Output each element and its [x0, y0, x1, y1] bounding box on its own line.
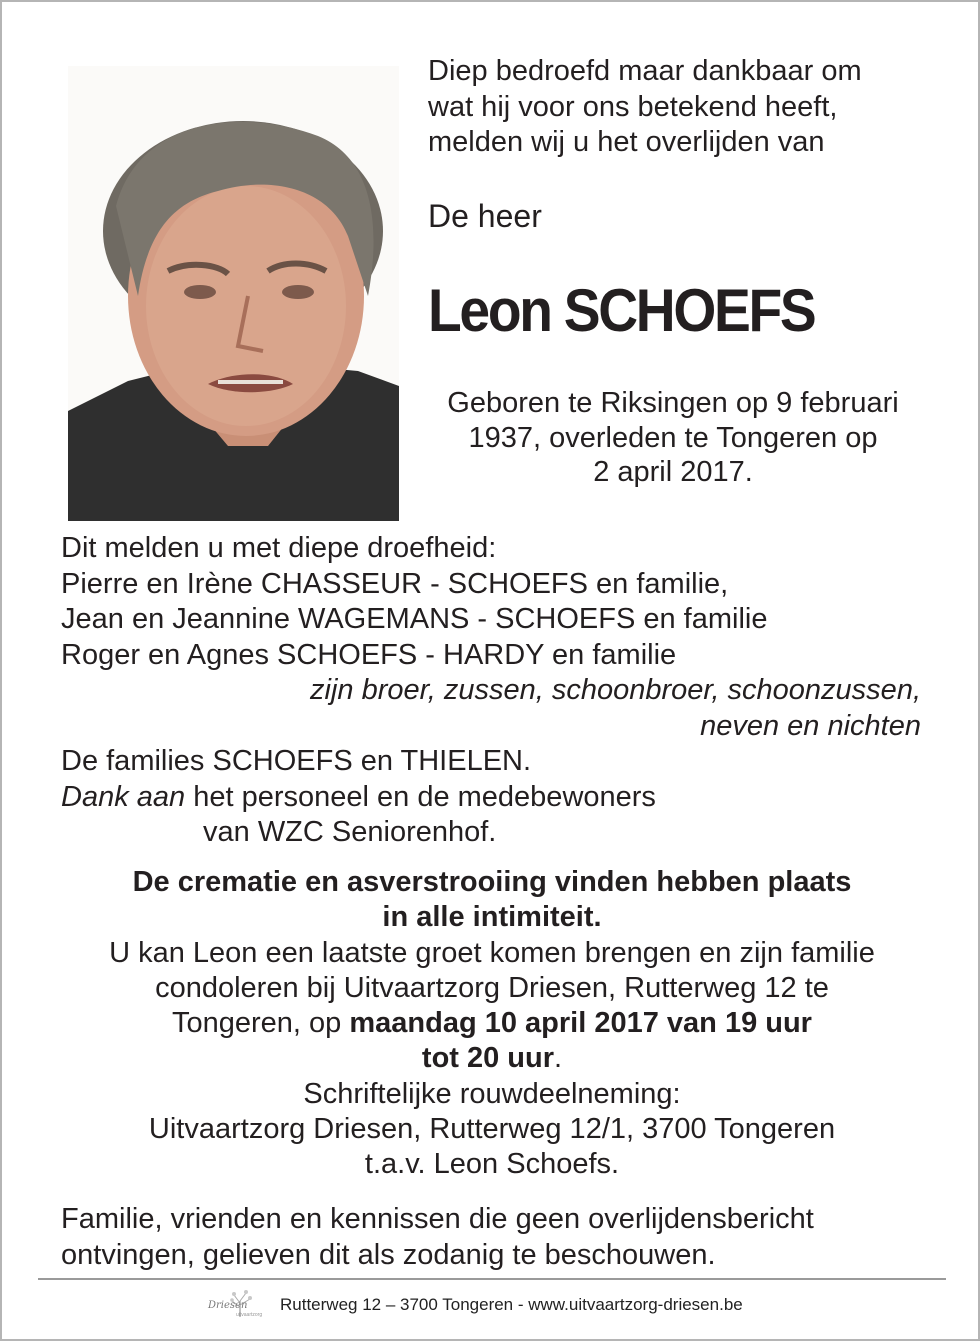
- closing-line: ontvingen, gelieven dit als zodanig te beschouwen.: [61, 1238, 716, 1271]
- intro-text: [428, 54, 948, 161]
- thanks-line-2: van WZC Seniorenhof.: [203, 816, 497, 848]
- visit-line: [42, 1041, 942, 1076]
- mourner-line: Roger en Agnes SCHOEFS - HARDY en familie: [61, 638, 677, 671]
- written-line: Uitvaartzorg Driesen, Rutterweg 12/1, 3700 Tongeren: [148, 1113, 836, 1146]
- birth-line: 2 april 2017.: [593, 456, 753, 488]
- birth-line: Geboren te Riksingen op 9 februari: [447, 387, 899, 419]
- mourners-section: [61, 531, 921, 851]
- logo-subtext: uitvaartzorg: [236, 1312, 263, 1318]
- written-line: Schriftelijke rouwdeelneming:: [303, 1077, 681, 1110]
- visit-line: U kan Leon een laatste groet komen brengen en zijn familie: [109, 936, 875, 969]
- visit-line: [42, 1006, 942, 1041]
- thanks-rest: het personeel en de medebewoners: [185, 780, 656, 813]
- visit-plain: Tongeren, op: [172, 1007, 350, 1040]
- mourner-line: Jean en Jeannine WAGEMANS - SCHOEFS en familie: [61, 603, 768, 635]
- footer-divider: [38, 1278, 946, 1280]
- birth-line: 1937, overleden te Tongeren op: [468, 421, 878, 454]
- thanks-line: [61, 780, 921, 816]
- intro-line: wat hij voor ons betekend heeft,: [428, 90, 838, 123]
- deceased-name: Leon SCHOEFS: [428, 277, 815, 344]
- logo-text: Driesen: [208, 1300, 248, 1311]
- visit-date: maandag 10 april 2017 van 19 uur: [349, 1007, 812, 1040]
- birth-death-info: [428, 386, 918, 490]
- visit-time: tot 20 uur: [421, 1042, 555, 1075]
- ceremony-section: [42, 865, 942, 1183]
- funeral-home-logo: [198, 1287, 272, 1323]
- closing-text: [61, 1202, 941, 1273]
- visit-plain: .: [554, 1042, 563, 1075]
- written-line: t.a.v. Leon Schoefs.: [364, 1148, 620, 1181]
- intro-line: Diep bedroefd maar dankbaar om: [428, 55, 862, 87]
- mourner-line: Pierre en Irène CHASSEUR - SCHOEFS en familie,: [61, 567, 729, 600]
- closing-line: Familie, vrienden en kennissen die geen overlijdensbericht: [61, 1203, 814, 1235]
- mourners-heading: Dit melden u met diepe droefheid:: [61, 532, 497, 564]
- ceremony-heading: De crematie en asverstrooiing vinden hebben plaats: [132, 866, 852, 898]
- honorific: De heer: [428, 198, 542, 234]
- relation-line: neven en nichten: [700, 709, 921, 742]
- thanks-italic: Dank aan: [61, 780, 186, 813]
- footer: [198, 1287, 743, 1323]
- portrait-photo: [68, 66, 399, 521]
- families-line: De families SCHOEFS en THIELEN.: [61, 745, 532, 777]
- ceremony-heading: in alle intimiteit.: [382, 901, 602, 934]
- relation-line: zijn broer, zussen, schoonbroer, schoonzussen,: [310, 674, 921, 706]
- footer-address: Rutterweg 12 – 3700 Tongeren - www.uitvaartzorg-driesen.be: [280, 1295, 743, 1314]
- intro-line: melden wij u het overlijden van: [428, 126, 825, 158]
- visit-line: condoleren bij Uitvaartzorg Driesen, Rutterweg 12 te: [155, 971, 829, 1004]
